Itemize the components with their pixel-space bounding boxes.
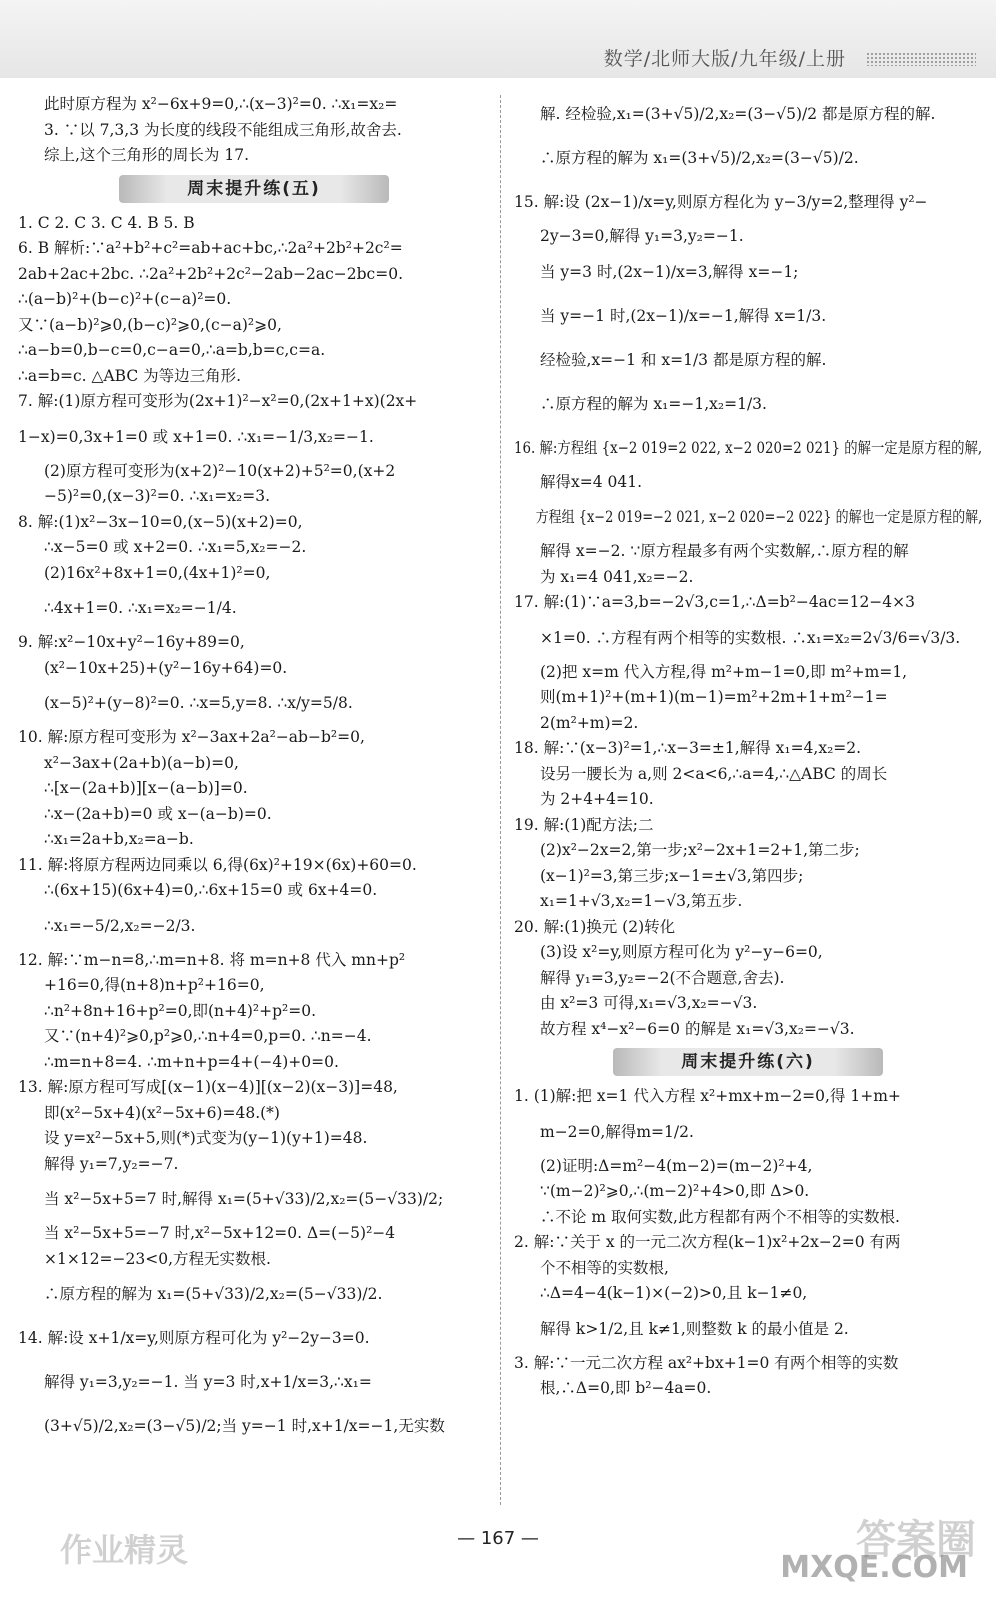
text-line: 当 y=−1 时,(2x−1)/x=−1,解得 x=1/3.	[540, 306, 827, 325]
text-line: 2(m²+m)=2.	[540, 713, 639, 732]
text-line: 解得 y₁=3,y₂=−1. 当 y=3 时,x+1/x=3,∴x₁=	[44, 1373, 372, 1391]
text-line: 个不相等的实数根,	[540, 1258, 669, 1277]
text-line: 2ab+2ac+2bc. ∴2a²+2b²+2c²−2ab−2ac−2bc=0.	[18, 264, 404, 283]
text-line: 3. ∵以 7,3,3 为长度的线段不能组成三角形,故舍去.	[44, 120, 402, 139]
text-line: 11. 解:将原方程两边同乘以 6,得(6x)²+19×(6x)+60=0.	[18, 855, 417, 874]
text-line: ∴原方程的解为 x₁=(3+√5)/2,x₂=(3−√5)/2.	[540, 149, 859, 167]
text-line: 经检验,x=−1 和 x=1/3 都是原方程的解.	[540, 350, 827, 369]
text-line: (2)x²−2x=2,第一步;x²−2x+1=2+1,第二步;	[540, 841, 860, 859]
text-line: 设另一腰长为 a,则 2<a<6,∴a=4,∴△ABC 的周长	[540, 764, 888, 783]
header-dot-pattern	[866, 52, 976, 66]
text-line: 1. C 2. C 3. C 4. B 5. B	[18, 213, 195, 232]
text-line: 17. 解:(1)∵a=3,b=−2√3,c=1,∴Δ=b²−4ac=12−4×3	[514, 593, 916, 611]
text-line: 1. (1)解:把 x=1 代入方程 x²+mx+m−2=0,得 1+m+	[514, 1087, 901, 1105]
text-line: 设 y=x²−5x+5,则(*)式变为(y−1)(y+1)=48.	[44, 1129, 368, 1147]
text-line: ∴[x−(2a+b)][x−(a−b)]=0.	[44, 779, 248, 797]
text-line: 16. 解:方程组 {x−2 019=2 022, x−2 020=2 021} 的解一定是原方程的解,	[514, 438, 983, 457]
text-line: 1−x)=0,3x+1=0 或 x+1=0. ∴x₁=−1/3,x₂=−1.	[18, 427, 374, 446]
text-line: ×1=0. ∴方程有两个相等的实数根. ∴x₁=x₂=2√3/6=√3/3.	[540, 628, 961, 647]
text-line: 当 y=3 时,(2x−1)/x=3,解得 x=−1;	[540, 262, 799, 281]
text-line: ∴x₁=2a+b,x₂=a−b.	[44, 830, 194, 848]
text-line: ∴不论 m 取何实数,此方程都有两个不相等的实数根.	[540, 1207, 900, 1226]
text-line: ∴x₁=−5/2,x₂=−2/3.	[44, 916, 196, 935]
text-line: 解. 经检验,x₁=(3+√5)/2,x₂=(3−√5)/2 都是原方程的解.	[540, 105, 936, 123]
text-line: (2)16x²+8x+1=0,(4x+1)²=0,	[44, 563, 271, 582]
text-line: 解得x=4 041.	[540, 472, 643, 491]
text-line: 由 x²=3 可得,x₁=√3,x₂=−√3.	[540, 994, 758, 1012]
text-line: (2)原方程可变形为(x+2)²−10(x+2)+5²=0,(x+2	[44, 461, 396, 480]
text-line: 当 x²−5x+5=−7 时,x²−5x+12=0. Δ=(−5)²−4	[44, 1224, 396, 1242]
text-line: x₁=1+√3,x₂=1−√3,第五步.	[540, 892, 743, 910]
text-line: 7. 解:(1)原方程可变形为(2x+1)²−x²=0,(2x+1+x)(2x+	[18, 392, 418, 410]
text-line: 12. 解:∵m−n=8,∴m=n+8. 将 m=n+8 代入 mn+p²	[18, 950, 406, 969]
text-line: x²−3ax+(2a+b)(a−b)=0,	[44, 753, 239, 772]
page-number: — 167 —	[457, 1528, 539, 1549]
header-band	[0, 0, 996, 78]
text-line: ∴Δ=4−4(k−1)×(−2)>0,且 k−1≠0,	[540, 1284, 808, 1302]
text-line: 故方程 x⁴−x²−6=0 的解是 x₁=√3,x₂=−√3.	[540, 1019, 855, 1038]
text-line: 此时原方程为 x²−6x+9=0,∴(x−3)²=0. ∴x₁=x₂=	[44, 95, 398, 113]
text-line: 15. 解:设 (2x−1)/x=y,则原方程化为 y−3/y=2,整理得 y²−	[514, 193, 928, 211]
text-line: 9. 解:x²−10x+y²−16y+89=0,	[18, 633, 245, 651]
text-line: 19. 解:(1)配方法;二	[514, 815, 654, 834]
text-line: (2)证明:Δ=m²−4(m−2)=(m−2)²+4,	[540, 1156, 813, 1175]
text-line: 综上,这个三角形的周长为 17.	[44, 146, 250, 164]
text-line: ∴原方程的解为 x₁=−1,x₂=1/3.	[540, 394, 767, 413]
header-title: 数学/北师大版/九年级/上册	[603, 48, 846, 70]
text-line: 8. 解:(1)x²−3x−10=0,(x−5)(x+2)=0,	[18, 512, 303, 531]
text-line: ∴x−5=0 或 x+2=0. ∴x₁=5,x₂=−2.	[44, 538, 307, 556]
text-line: 解得 x=−2. ∵原方程最多有两个实数解,∴原方程的解	[540, 542, 909, 560]
text-line: 13. 解:原方程可写成[(x−1)(x−4)][(x−2)(x−3)]=48,	[18, 1078, 398, 1096]
text-line: +16=0,得(n+8)n+p²+16=0,	[44, 976, 265, 994]
text-line: ∵(m−2)²⩾0,∴(m−2)²+4>0,即 Δ>0.	[540, 1182, 810, 1200]
text-line: 解得 k>1/2,且 k≠1,则整数 k 的最小值是 2.	[540, 1319, 849, 1338]
text-line: ∴m=n+8=4. ∴m+n+p=4+(−4)+0=0.	[44, 1052, 339, 1071]
text-line: ∴x−(2a+b)=0 或 x−(a−b)=0.	[44, 804, 272, 823]
text-line: ∴n²+8n+16+p²=0,即(n+4)²+p²=0.	[44, 1001, 317, 1020]
text-line: 解得 y₁=7,y₂=−7.	[44, 1154, 179, 1173]
text-line: (x²−10x+25)+(y²−16y+64)=0.	[44, 658, 288, 677]
text-line: 10. 解:原方程可变形为 x²−3ax+2a²−ab−b²=0,	[18, 728, 365, 746]
watermark-url: MXQE.COM	[780, 1550, 968, 1585]
text-line: 为 2+4+4=10.	[540, 790, 654, 808]
section-banner: 周末提升练(六)	[613, 1048, 883, 1076]
text-line: 解得 y₁=3,y₂=−2(不合题意,舍去).	[540, 968, 785, 987]
text-line: ∴a−b=0,b−c=0,c−a=0,∴a=b,b=c,c=a.	[18, 341, 326, 359]
text-line: 则(m+1)²+(m+1)(m−1)=m²+2m+1+m²−1=	[540, 688, 888, 706]
text-line: (3)设 x²=y,则原方程可化为 y²−y−6=0,	[540, 943, 823, 961]
text-line: (3+√5)/2,x₂=(3−√5)/2;当 y=−1 时,x+1/x=−1,无实数	[44, 1417, 445, 1435]
text-line: 当 x²−5x+5=7 时,解得 x₁=(5+√33)/2,x₂=(5−√33)/2;	[44, 1190, 444, 1208]
text-line: ∴4x+1=0. ∴x₁=x₂=−1/4.	[44, 599, 237, 617]
watermark-left: 作业精灵	[60, 1531, 189, 1569]
text-line: −5)²=0,(x−3)²=0. ∴x₁=x₂=3.	[44, 487, 271, 505]
text-line: 18. 解:∵(x−3)²=1,∴x−3=±1,解得 x₁=4,x₂=2.	[514, 739, 862, 757]
text-line: 6. B 解析:∵a²+b²+c²=ab+ac+bc,∴2a²+2b²+2c²=	[18, 239, 403, 257]
text-line: 2y−3=0,解得 y₁=3,y₂=−1.	[540, 227, 744, 245]
text-line: ∴(a−b)²+(b−c)²+(c−a)²=0.	[18, 290, 232, 308]
text-line: 3. 解:∵一元二次方程 ax²+bx+1=0 有两个相等的实数	[514, 1353, 899, 1372]
text-line: (x−1)²=3,第三步;x−1=±√3,第四步;	[540, 866, 804, 885]
text-line: ∴a=b=c. △ABC 为等边三角形.	[18, 366, 242, 385]
column-divider	[500, 95, 501, 1505]
text-line: ∴原方程的解为 x₁=(5+√33)/2,x₂=(5−√33)/2.	[44, 1285, 383, 1303]
watermark-brand: 答案圈	[856, 1517, 976, 1563]
text-line: 又∵(n+4)²⩾0,p²⩾0,∴n+4=0,p=0. ∴n=−4.	[44, 1027, 372, 1045]
text-line: 又∵(a−b)²⩾0,(b−c)²⩾0,(c−a)²⩾0,	[18, 315, 282, 334]
text-line: 根,∴Δ=0,即 b²−4a=0.	[540, 1379, 712, 1397]
text-line: 14. 解:设 x+1/x=y,则原方程可化为 y²−2y−3=0.	[18, 1329, 370, 1347]
text-line: (2)把 x=m 代入方程,得 m²+m−1=0,即 m²+m=1,	[540, 662, 908, 681]
text-line: m−2=0,解得m=1/2.	[540, 1122, 694, 1141]
right-column	[514, 92, 982, 1402]
text-line: 即(x²−5x+4)(x²−5x+6)=48.(*)	[44, 1103, 280, 1122]
section-banner: 周末提升练(五)	[119, 175, 389, 203]
left-column	[18, 92, 490, 1448]
text-line: ×1×12=−23<0,方程无实数根.	[44, 1249, 271, 1268]
text-line: ∴(6x+15)(6x+4)=0,∴6x+15=0 或 6x+4=0.	[44, 881, 378, 899]
text-line: 为 x₁=4 041,x₂=−2.	[540, 567, 694, 586]
text-line: (x−5)²+(y−8)²=0. ∴x=5,y=8. ∴x/y=5/8.	[44, 694, 353, 712]
text-line: 20. 解:(1)换元 (2)转化	[514, 917, 676, 936]
text-line: 方程组 {x−2 019=−2 021, x−2 020=−2 022} 的解也一定是原方程的解,	[535, 508, 983, 526]
text-line: 2. 解:∵关于 x 的一元二次方程(k−1)x²+2x−2=0 有两	[514, 1233, 901, 1251]
